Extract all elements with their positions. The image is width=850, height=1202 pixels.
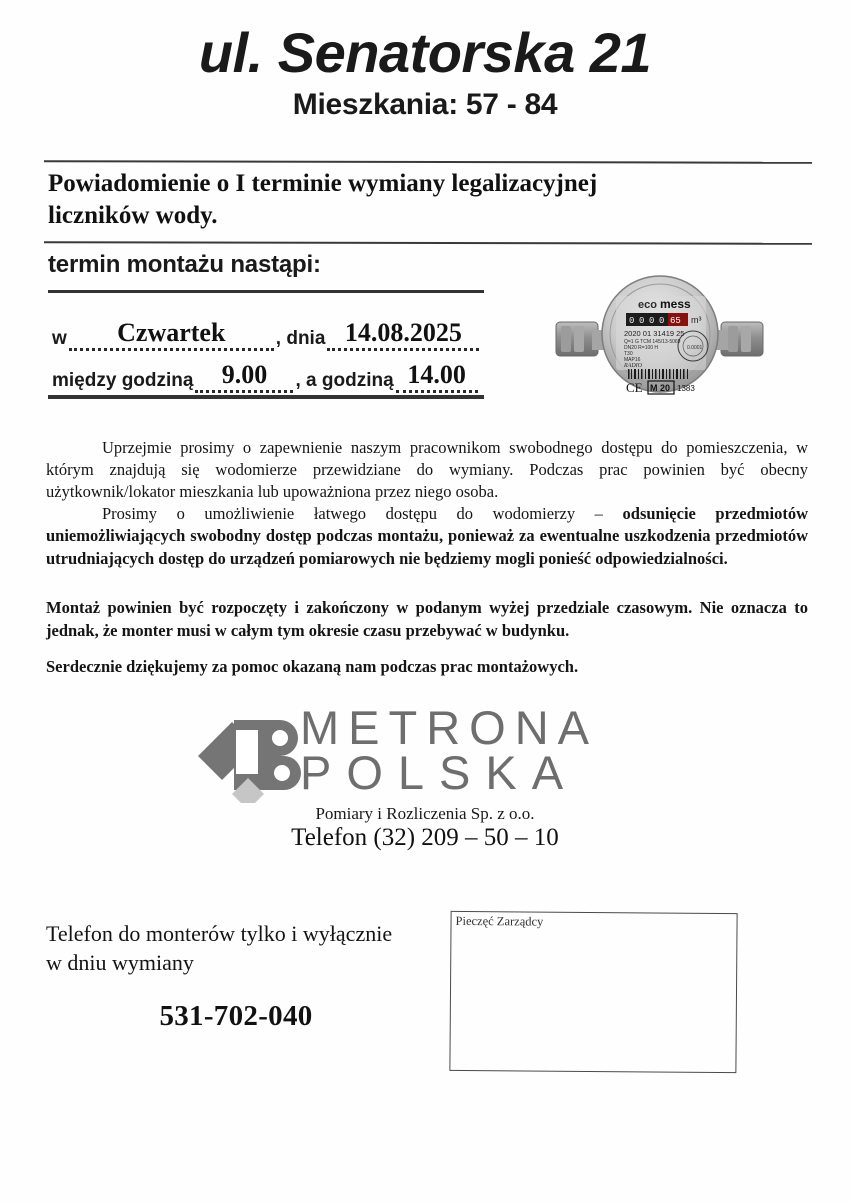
date-block-rule-top [48, 290, 484, 293]
installer-note-line-2: w dniu wymiany [46, 949, 194, 975]
installer-phone-note [46, 920, 446, 977]
hour-from-field[interactable] [195, 360, 293, 393]
meter-brand-eco: eco [638, 299, 657, 311]
label-comma-dnia: , [275, 328, 287, 349]
label-w: w [52, 328, 67, 349]
meter-spec-4: MAP16 [624, 357, 641, 363]
paragraph-access-request: Uprzejmie prosimy o zapewnienie naszym pracownikom swobodnego dostępu do pomieszczenia, w którym znajdują się wodomierze przewidziane do wymiany. Podczas prac powinien być obecny użytkownik/lokator mieszkania lub upoważniona przez niego osoba. [46, 438, 808, 501]
svg-text:0: 0 [649, 316, 655, 326]
meter-m-mark: M 20 [650, 383, 671, 393]
meter-spec-radio: RADIO [624, 363, 642, 369]
paragraph-liability [46, 503, 808, 570]
paragraph-time-window: Montaż powinien być rozpoczęty i zakończony w podanym wyżej przedziale czasowym. Nie oznacza to jednak, że monter musi w całym tym okresie czasu przebywać w budynku. [46, 598, 808, 640]
manager-stamp-label: Pieczęć Zarządcy [455, 913, 544, 929]
svg-text:0: 0 [659, 316, 665, 326]
svg-text:65: 65 [670, 316, 681, 326]
installer-phone-number: 531-702-040 [159, 1000, 313, 1032]
meter-notified-body: 1383 [677, 384, 695, 393]
manager-stamp-box [449, 911, 737, 1073]
company-logo-area [0, 700, 850, 850]
hour-to-field[interactable] [396, 360, 478, 393]
weekday-value: Czwartek [117, 318, 226, 347]
company-phone: Telefon (32) 209 – 50 – 10 [291, 824, 559, 851]
logo-text-metrona: METRONA [300, 701, 598, 754]
weekday-field[interactable] [69, 318, 274, 351]
appointment-fill-block [48, 290, 484, 402]
installer-note-line-1: Telefon do monterów tylko i wyłącznie [46, 921, 393, 946]
label-dnia: dnia [286, 328, 326, 349]
flats-range-subtitle: Mieszkania: 57 - 84 [292, 88, 558, 121]
meter-serial: 2020 01 31419 25 [624, 329, 685, 338]
svg-text:0.0001: 0.0001 [687, 345, 703, 351]
date-field[interactable] [327, 318, 479, 351]
meter-spec-1: Q=1 G TCM 145/13-5069 [624, 339, 681, 345]
date-block-rule-bottom [48, 395, 484, 399]
label-between-hours: między godziną [52, 370, 194, 391]
paragraph-thanks: Serdecznie dziękujemy za pomoc okazaną nam podczas prac montażowych. [46, 657, 579, 676]
meter-spec-3: T30 [624, 351, 633, 357]
water-meter-photo [552, 272, 767, 402]
label-to-hour: , a godziną [295, 370, 394, 391]
hour-to-value: 14.00 [407, 360, 466, 389]
water-meter-icon [552, 272, 767, 402]
horizontal-rule-middle [44, 241, 812, 245]
meter-brand-mess: mess [660, 297, 691, 311]
date-value: 14.08.2025 [344, 318, 462, 347]
paragraph-liability-lead: Prosimy o umożliwienie łatwego dostępu do wodomierzy – [102, 504, 623, 523]
notice-heading-line-1: Powiadomienie o I terminie wymiany legalizacyjnej [48, 170, 598, 197]
metrona-logo-mark-icon [196, 708, 316, 803]
street-address-title: ul. Senatorska 21 [198, 21, 652, 84]
meter-unit: m³ [691, 315, 702, 325]
hour-from-value: 9.00 [221, 360, 268, 389]
notice-heading-line-2: liczników wody. [48, 202, 218, 229]
company-logo-wordmark [300, 701, 700, 799]
notice-heading [48, 168, 748, 232]
appointment-date-row [52, 318, 484, 351]
meter-ce-mark: CE [626, 380, 643, 395]
meter-spec-2: DN20 R=100 H [624, 345, 659, 351]
appointment-label: termin montażu nastąpi: [48, 251, 321, 278]
logo-text-polska: POLSKA [300, 745, 579, 799]
company-subtitle: Pomiary i Rozliczenia Sp. z o.o. [315, 804, 535, 823]
horizontal-rule-top [44, 160, 812, 164]
svg-text:0: 0 [629, 316, 635, 326]
appointment-hours-row [52, 360, 484, 393]
svg-text:0: 0 [639, 316, 645, 326]
paragraph-liability-strong: odsunięcie przedmiotów uniemożliwiających swobodny dostęp podczas montażu, ponieważ za ewentualne uszkodzenia przedmiotów utrudniających dostęp do urządzeń pomiarowych nie będziemy mogli ponieść odpowiedzialności. [46, 504, 808, 568]
